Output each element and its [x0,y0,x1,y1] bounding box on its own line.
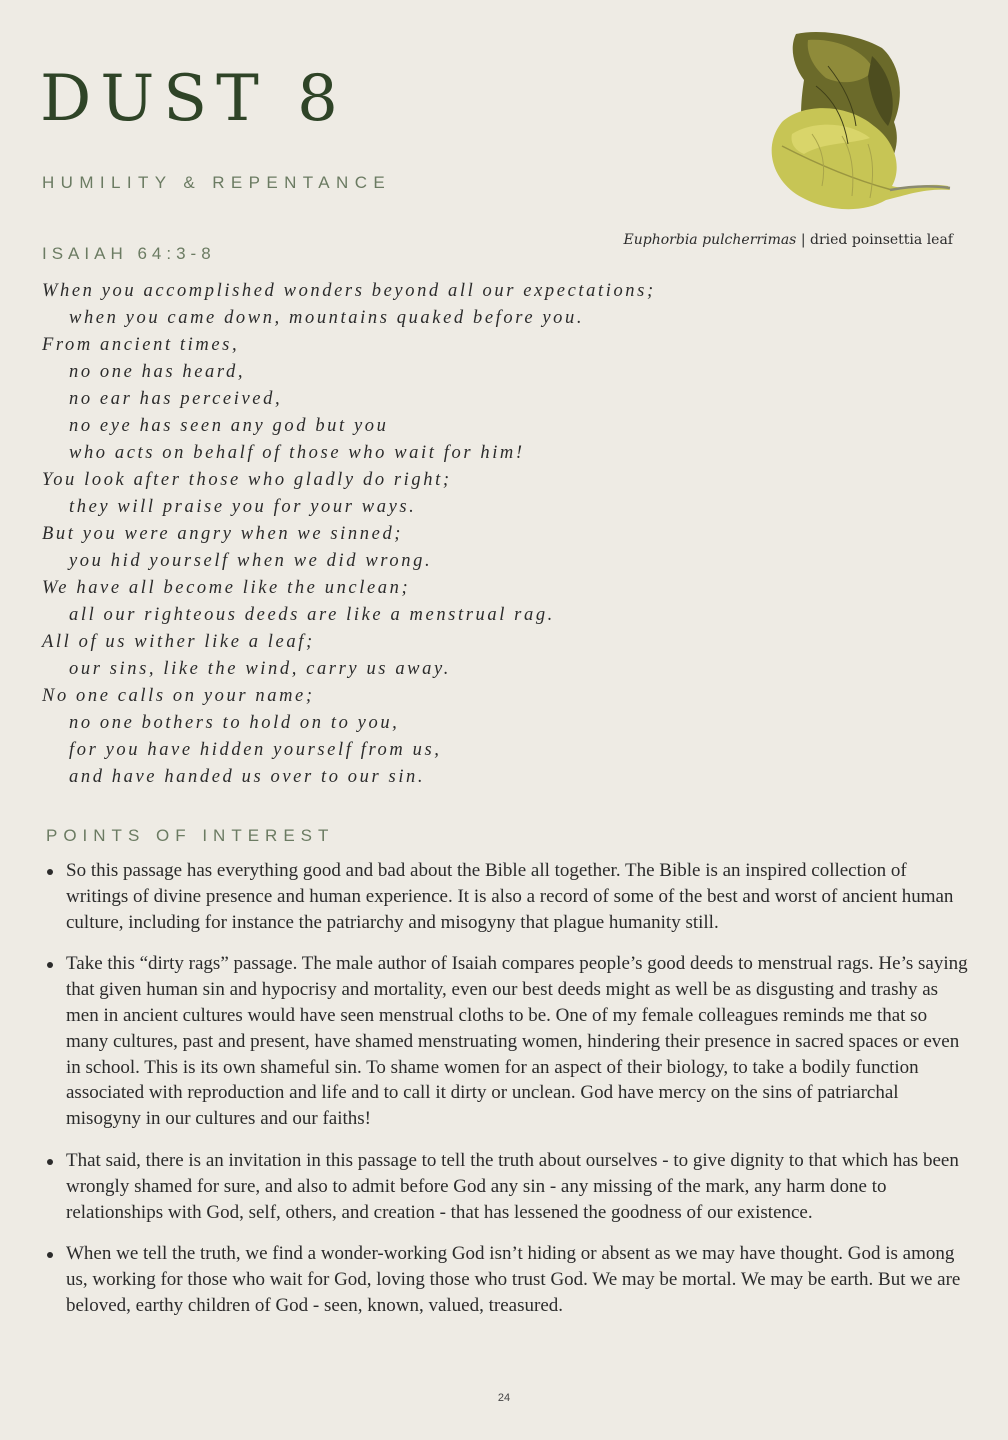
scripture-line: our sins, like the wind, carry us away. [69,659,451,679]
list-item [47,858,972,935]
bullet-icon [47,869,53,875]
scripture-line: for you have hidden yourself from us, [69,740,442,760]
caption-description: | dried poinsettia leaf [796,232,953,248]
list-item [47,951,972,1132]
scripture-line: All of us wither like a leaf; [42,632,315,652]
scripture-line: when you came down, mountains quaked before you. [69,308,585,328]
page-subtitle: HUMILITY & REPENTANCE [42,173,392,192]
scripture-line: But you were angry when we sinned; [42,524,404,544]
list-item [47,1241,972,1318]
scripture-line: When you accomplished wonders beyond all our expectations; [42,281,656,301]
scripture-line: no one bothers to hold on to you, [69,713,400,733]
scripture-line: you hid yourself when we did wrong. [69,551,433,571]
scripture-line: no one has heard, [69,362,246,382]
scripture-line: no ear has perceived, [69,389,283,409]
page-title: DUST 8 [40,62,347,136]
scripture-line: who acts on behalf of those who wait for him! [69,443,525,463]
scripture-line: all our righteous deeds are like a menstrual rag. [69,605,555,625]
scripture-line: and have handed us over to our sin. [69,767,426,787]
scripture-passage [42,278,942,791]
bullet-icon [47,1252,53,1258]
points-of-interest-list [47,858,972,1335]
points-of-interest-heading: POINTS OF INTEREST [46,826,335,845]
list-item-text: That said, there is an invitation in this passage to tell the truth about ourselves - to give dignity to that which has been wrongly shamed for sure, and also to admit before God any sin - any missing of the mark, any harm done to relationships with God, self, others, and creation - that has lessened the goodness of our existence. [66,1149,959,1223]
scripture-line: No one calls on your name; [42,686,315,706]
list-item-text: Take this “dirty rags” passage. The male author of Isaiah compares people’s good deeds to menstrual rags. He’s saying that given human sin and hypocrisy and mortality, even our best deeds might as well be as disgusting and trashy as men in ancient cultures would have seen menstrual cloths to be. One of my female colleagues reminds me that so many cultures, past and present, have shamed menstruating women, hindering their presence in sacred spaces or even in school. This is its own shameful sin. To shame women for an aspect of their biology, to take a bodily function associated with reproduction and life and to call it dirty or unclean. God have mercy on the sins of patriarchal misogyny in our cultures and our faiths! [66,953,968,1130]
scripture-line: We have all become like the unclean; [42,578,411,598]
bullet-icon [47,1159,53,1165]
scripture-line: From ancient times, [42,335,240,355]
list-item-text: So this passage has everything good and bad about the Bible all together. The Bible is an inspired collection of writings of divine presence and human experience. It is also a record of some of the best and worst of ancient human culture, including for instance the patriarchy and misogyny that plague humanity still. [66,860,954,933]
scripture-line: no eye has seen any god but you [69,416,389,436]
image-caption [624,232,953,248]
bullet-icon [47,962,53,968]
list-item [47,1148,972,1225]
caption-species: Euphorbia pulcherrimas [623,232,797,248]
dried-leaf-icon [752,26,956,222]
page-number: 24 [497,1392,511,1404]
scripture-reference: ISAIAH 64:3-8 [42,244,216,263]
scripture-line: You look after those who gladly do right; [42,470,452,490]
list-item-text: When we tell the truth, we find a wonder-working God isn’t hiding or absent as we may have thought. God is among us, working for those who wait for God, loving those who trust God. We may be mortal. We may be earth. But we are beloved, earthy children of God - seen, known, valued, treasured. [66,1243,961,1316]
scripture-line: they will praise you for your ways. [69,497,417,517]
